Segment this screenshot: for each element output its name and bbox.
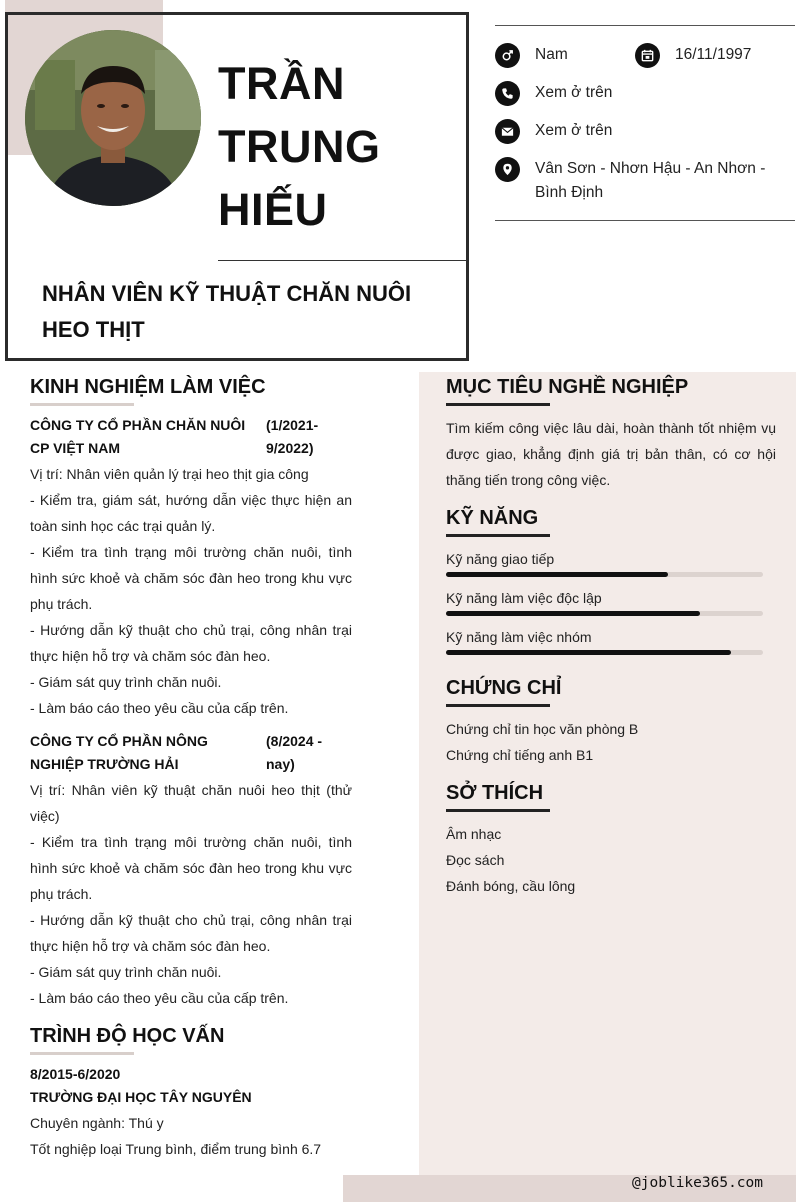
job-period: (1/2021- 9/2022) <box>266 417 319 456</box>
name-line: HIẾU <box>218 184 328 235</box>
address-value: Vân Sơn - Nhơn Hậu - An Nhơn - Bình Định <box>535 160 766 201</box>
job-line: - Làm báo cáo theo yêu cầu của cấp trên. <box>30 990 289 1006</box>
certificate-item: Chứng chỉ tiếng anh B1 <box>446 747 594 763</box>
hobby-item: Âm nhạc <box>446 826 502 842</box>
hobbies-list <box>446 821 776 899</box>
job-line: - Hướng dẫn kỹ thuật cho chủ trại, công nhân trại thực hiện hỗ trợ và chăm sóc đàn heo. <box>30 912 352 954</box>
skill-bar <box>446 611 763 616</box>
gender-value: Nam <box>535 46 568 63</box>
phone-value: Xem ở trên <box>535 84 613 101</box>
divider <box>218 260 467 261</box>
objective-text: Tìm kiếm công việc lâu dài, hoàn thành tốt nhiệm vụ được giao, khẳng định giá trị bản thân, có cơ hội thăng tiến trong công việc. <box>446 420 776 488</box>
job-line: - Kiểm tra tình trạng môi trường chăn nuôi, tình hình sức khoẻ và chăm sóc đàn heo trong khu vực phụ trách. <box>30 834 352 902</box>
education-major: Chuyên ngành: Thú y <box>30 1115 164 1131</box>
name-line: TRẦN <box>218 58 345 109</box>
hobbies-title: SỞ THÍCH <box>446 782 544 804</box>
skill-bar-fill <box>446 572 668 577</box>
job-period: (8/2024 - nay) <box>266 733 323 772</box>
job-description <box>30 777 352 1011</box>
section-rule <box>30 1052 134 1055</box>
company-name: CÔNG TY CỔ PHẦN CHĂN NUÔI CP VIỆT NAM <box>30 417 246 456</box>
company-name: CÔNG TY CỔ PHẦN NÔNG NGHIỆP TRƯỜNG HẢI <box>30 733 208 772</box>
job-line: - Kiểm tra, giám sát, hướng dẫn việc thực hiện an toàn sinh học các trại quản lý. <box>30 492 352 534</box>
certificate-item: Chứng chỉ tin học văn phòng B <box>446 721 639 737</box>
education-title: TRÌNH ĐỘ HỌC VẤN <box>30 1025 225 1047</box>
calendar-icon <box>635 43 660 68</box>
education-period: 8/2015-6/2020 <box>30 1066 121 1082</box>
hobby-item: Đánh bóng, cầu lông <box>446 878 576 894</box>
objective-title: MỤC TIÊU NGHỀ NGHIỆP <box>446 376 689 398</box>
avatar <box>25 30 201 206</box>
job-line: Vị trí: Nhân viên kỹ thuật chăn nuôi heo thịt (thử việc) <box>30 782 352 824</box>
section-rule <box>446 704 550 707</box>
section-rule <box>446 403 550 406</box>
section-rule <box>446 809 550 812</box>
candidate-name <box>218 52 380 241</box>
job-line: Vị trí: Nhân viên quản lý trại heo thịt gia công <box>30 466 309 482</box>
job-line: - Làm báo cáo theo yêu cầu của cấp trên. <box>30 700 289 716</box>
education-result: Tốt nghiệp loại Trung bình, điểm trung bình 6.7 <box>30 1141 322 1157</box>
skill-bar-fill <box>446 611 700 616</box>
skill-bar <box>446 650 763 655</box>
certificates-title: CHỨNG CHỈ <box>446 677 562 699</box>
job-title: NHÂN VIÊN KỸ THUẬT CHĂN NUÔI HEO THỊT <box>42 281 412 342</box>
footer-watermark[interactable]: @joblike365.com <box>632 1175 763 1191</box>
skills-title: KỸ NĂNG <box>446 507 539 529</box>
skill-label: Kỹ năng làm việc nhóm <box>446 629 592 645</box>
job-description <box>30 461 352 721</box>
contact-block <box>495 25 795 221</box>
skill-bar-fill <box>446 650 731 655</box>
job-line: - Giám sát quy trình chăn nuôi. <box>30 674 222 690</box>
section-rule <box>30 403 134 406</box>
section-rule <box>446 534 550 537</box>
email-value: Xem ở trên <box>535 122 613 139</box>
email-icon <box>495 119 520 144</box>
phone-icon <box>495 81 520 106</box>
job-line: - Kiểm tra tình trạng môi trường chăn nuôi, tình hình sức khoẻ và chăm sóc đàn heo trong khu vực phụ trách. <box>30 544 352 612</box>
skill-bar <box>446 572 763 577</box>
gender-icon <box>495 43 520 68</box>
skill-label: Kỹ năng giao tiếp <box>446 551 555 567</box>
name-line: TRUNG <box>218 121 381 172</box>
certificates-list <box>446 716 776 768</box>
job-line: - Hướng dẫn kỹ thuật cho chủ trại, công nhân trại thực hiện hỗ trợ và chăm sóc đàn heo. <box>30 622 352 664</box>
school-name: TRƯỜNG ĐẠI HỌC TÂY NGUYÊN <box>30 1089 252 1105</box>
hobby-item: Đọc sách <box>446 852 505 868</box>
experience-title: KINH NGHIỆM LÀM VIỆC <box>30 376 266 398</box>
job-line: - Giám sát quy trình chăn nuôi. <box>30 964 222 980</box>
skill-label: Kỹ năng làm việc độc lập <box>446 590 602 606</box>
birthday-value: 16/11/1997 <box>675 46 752 63</box>
education-details <box>30 1110 370 1162</box>
location-icon <box>495 157 520 182</box>
